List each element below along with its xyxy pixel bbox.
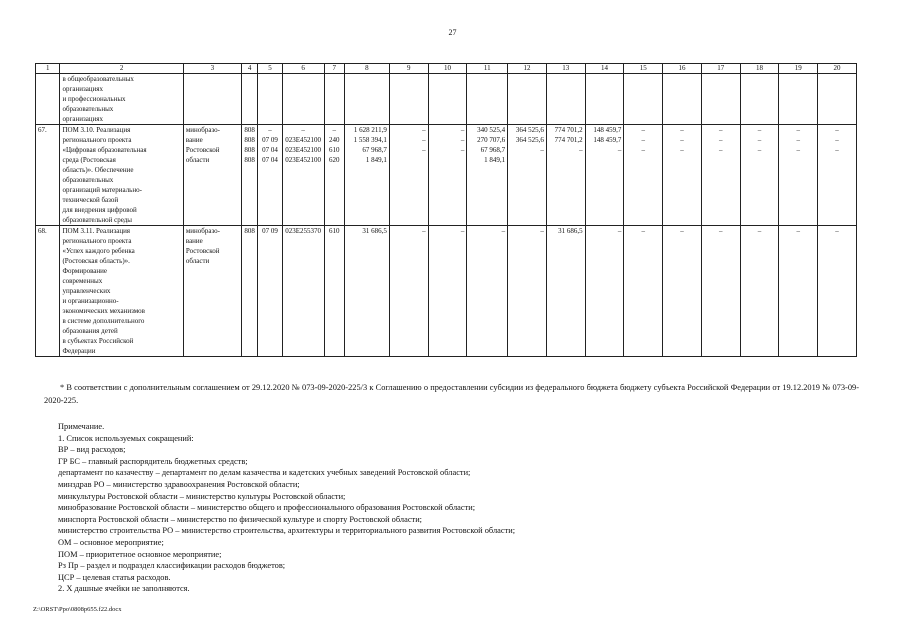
value-cell	[818, 74, 857, 125]
value-cell: –	[663, 226, 702, 357]
value-cell-line: 340 525,4	[477, 126, 506, 134]
description-cell-line: регионального проекта	[62, 136, 132, 144]
value-cell: 07 09	[258, 226, 282, 357]
table-header-row	[36, 64, 857, 74]
value-cell	[508, 74, 547, 125]
description-cell-line: для внедрения цифровой	[62, 206, 137, 214]
value-cell-line: 1 849,1	[365, 156, 387, 164]
table-row	[36, 125, 857, 226]
value-cell-line: 364 525,6	[515, 136, 544, 144]
value-cell	[344, 125, 389, 226]
note-line: ВР – вид расходов;	[58, 445, 126, 455]
header-cell: 7	[324, 64, 344, 74]
executor-cell-line: Ростовской	[185, 247, 220, 255]
value-cell-line: –	[796, 146, 800, 154]
value-cell: –	[624, 226, 663, 357]
row-number-cell	[36, 74, 60, 125]
executor-cell-line: области	[185, 257, 210, 265]
description-cell-line: организациях	[62, 115, 104, 123]
executor-cell-line: Ростовской	[185, 146, 220, 154]
value-cell	[428, 74, 467, 125]
value-cell: 808	[241, 226, 257, 357]
executor-cell-line: минобразо-	[185, 227, 221, 235]
value-cell-line	[588, 155, 622, 165]
value-cell-line: –	[422, 136, 426, 144]
value-cell: 610	[324, 226, 344, 357]
footnote: * В соответствии с дополнительным соглашением от 29.12.2020 № 073-09-2020-225/3 к Соглашению о предоставлении субсидии из федерального бюджета бюджету субъекта Российской Федерации от 19.12.2019 № 073-09-2020-225.	[44, 383, 859, 405]
header-cell: 18	[740, 64, 779, 74]
value-cell-line: 774 701,2	[554, 126, 583, 134]
value-cell-line: 023E452100	[285, 136, 322, 144]
row-number-cell: 67.	[36, 125, 60, 226]
value-cell	[740, 74, 779, 125]
value-cell-line: 620	[329, 156, 340, 164]
value-cell	[241, 125, 257, 226]
page-number: 27	[448, 28, 457, 37]
table-row	[36, 226, 857, 357]
table-row	[36, 74, 857, 125]
value-cell: –	[428, 226, 467, 357]
header-cell: 1	[36, 64, 60, 74]
value-cell	[241, 74, 257, 125]
value-cell-line: 1 628 211,9	[353, 126, 387, 134]
notes-block	[58, 421, 515, 595]
description-cell-line: образовательных	[62, 176, 114, 184]
budget-table	[35, 63, 857, 357]
value-cell-line: –	[268, 126, 272, 134]
header-cell: 16	[663, 64, 702, 74]
value-cell	[818, 125, 857, 226]
value-cell-line: 1 558 394,1	[353, 136, 387, 144]
value-cell: –	[467, 226, 508, 357]
value-cell-line: 148 459,7	[593, 126, 622, 134]
header-cell: 6	[282, 64, 324, 74]
note-line: ГР БС – главный распорядитель бюджетных средств;	[58, 456, 248, 466]
description-cell-line: (Ростовская область)».	[62, 257, 130, 265]
value-cell-line: 774 701,2	[554, 136, 583, 144]
value-cell-line: 364 525,6	[515, 126, 544, 134]
note-line: ЦСР – целевая статья расходов.	[58, 572, 171, 582]
value-cell-line: –	[835, 136, 839, 144]
description-cell	[60, 226, 183, 357]
executor-cell	[183, 226, 241, 357]
header-cell: 19	[779, 64, 818, 74]
description-cell-line: в общеобразовательных	[62, 75, 134, 83]
value-cell: 023E255370	[282, 226, 324, 357]
executor-cell-line: вание	[185, 237, 203, 245]
value-cell	[344, 74, 389, 125]
value-cell: –	[585, 226, 624, 357]
value-cell: –	[779, 226, 818, 357]
description-cell	[60, 125, 183, 226]
value-cell	[624, 74, 663, 125]
value-cell-line: –	[757, 136, 762, 144]
description-cell-line: организаций материально-	[62, 186, 142, 194]
description-cell-line: ПОМ 3.10. Реализация	[62, 126, 131, 134]
value-cell-line	[626, 155, 660, 165]
value-cell-line	[510, 155, 544, 165]
value-cell	[258, 125, 282, 226]
value-cell-line: –	[332, 126, 337, 134]
header-cell: 5	[258, 64, 282, 74]
value-cell-line: –	[460, 126, 465, 134]
note-line: 2. Х дашные ячейки не заполняются.	[58, 584, 190, 594]
value-cell-line: –	[718, 146, 723, 154]
value-cell-line: 240	[329, 136, 340, 144]
header-cell: 20	[818, 64, 857, 74]
value-cell	[701, 125, 740, 226]
description-cell-line: среда (Ростовская	[62, 156, 116, 164]
description-cell-line: Формирование	[62, 267, 107, 275]
header-cell: 8	[344, 64, 389, 74]
description-cell-line: экономических механизмов	[62, 307, 145, 315]
value-cell-line: 808	[244, 146, 255, 154]
note-line: минздрав РО – министерство здравоохранения Ростовской области;	[58, 479, 300, 489]
executor-cell-line: вание	[185, 136, 203, 144]
value-cell-line	[743, 155, 777, 165]
header-cell: 12	[508, 64, 547, 74]
description-cell-line: регионального проекта	[62, 237, 132, 245]
description-cell-line: организациях	[62, 85, 104, 93]
value-cell-line: 148 459,7	[593, 136, 622, 144]
value-cell-line	[781, 155, 815, 165]
description-cell-line: и организационно-	[62, 297, 119, 305]
value-cell-line: 67 968,7	[362, 146, 387, 154]
value-cell: –	[701, 226, 740, 357]
value-cell-line: –	[301, 126, 305, 134]
value-cell-line: 808	[244, 126, 255, 134]
value-cell	[324, 74, 344, 125]
value-cell: 31 686,5	[344, 226, 389, 357]
value-cell-line	[431, 155, 465, 165]
value-cell	[508, 125, 547, 226]
executor-cell	[183, 125, 241, 226]
value-cell	[282, 74, 324, 125]
value-cell	[389, 125, 428, 226]
header-cell: 3	[183, 64, 241, 74]
description-cell-line: «Цифровая образовательная	[62, 146, 147, 154]
value-cell	[546, 74, 585, 125]
value-cell	[701, 74, 740, 125]
description-cell-line: образовательной среды	[62, 216, 132, 224]
header-cell: 2	[60, 64, 183, 74]
value-cell-line: –	[422, 126, 426, 134]
value-cell-line: 67 968,7	[480, 146, 506, 154]
description-cell-line: область)». Обеспечение	[62, 166, 134, 174]
value-cell	[467, 125, 508, 226]
value-cell-line: 1 849,1	[484, 156, 506, 164]
note-line: департамент по казачеству – департамент по делам казачества и кадетских учебных заведений Ростовской области;	[58, 468, 471, 478]
value-cell-line	[392, 155, 426, 165]
value-cell	[546, 125, 585, 226]
value-cell	[183, 74, 241, 125]
description-cell-line: в субъектах Российской	[62, 337, 134, 345]
value-cell-line: –	[718, 136, 723, 144]
value-cell-line: –	[796, 136, 800, 144]
value-cell-line: –	[680, 126, 684, 134]
value-cell-line: –	[680, 146, 684, 154]
value-cell-line: –	[540, 146, 544, 154]
note-line: ПОМ – приоритетное основное мероприятие;	[58, 549, 222, 559]
description-cell-line: ПОМ 3.11. Реализация	[62, 227, 131, 235]
header-cell: 14	[585, 64, 624, 74]
description-cell-line: технической базой	[62, 196, 119, 204]
value-cell-line	[820, 155, 854, 165]
value-cell-line: –	[460, 136, 465, 144]
value-cell	[779, 74, 818, 125]
value-cell: –	[818, 226, 857, 357]
value-cell: –	[389, 226, 428, 357]
value-cell-line: 270 707,6	[477, 136, 506, 144]
note-line: минкультуры Ростовской области – министерство культуры Ростовской области;	[58, 491, 346, 501]
value-cell	[258, 74, 282, 125]
value-cell-line: –	[796, 126, 800, 134]
value-cell-line: 07 09	[262, 136, 278, 144]
value-cell: –	[740, 226, 779, 357]
note-line: Рз Пр – раздел и подраздел классификации расходов бюджетов;	[58, 561, 286, 571]
note-line: ОМ – основное мероприятие;	[58, 537, 164, 547]
value-cell-line: –	[757, 126, 762, 134]
value-cell-line	[549, 155, 583, 165]
value-cell	[779, 125, 818, 226]
description-cell-line: «Успех каждого ребенка	[62, 247, 135, 255]
description-cell-line: в системе дополнительного	[62, 317, 145, 325]
value-cell-line: –	[835, 126, 839, 134]
header-cell: 15	[624, 64, 663, 74]
value-cell-line: –	[680, 136, 684, 144]
value-cell	[740, 125, 779, 226]
value-cell	[585, 125, 624, 226]
header-cell: 9	[389, 64, 428, 74]
header-cell: 11	[467, 64, 508, 74]
value-cell-line: –	[641, 126, 645, 134]
value-cell-line: –	[641, 136, 645, 144]
header-cell: 10	[428, 64, 467, 74]
value-cell-line: 023E452100	[285, 146, 322, 154]
value-cell-line: –	[460, 146, 465, 154]
header-cell: 17	[701, 64, 740, 74]
value-cell	[624, 125, 663, 226]
value-cell-line: –	[617, 146, 622, 154]
value-cell-line	[665, 155, 699, 165]
description-cell-line: Федерации	[62, 347, 96, 355]
value-cell-line: 023E452100	[285, 156, 322, 164]
value-cell-line: 07 04	[262, 156, 278, 164]
value-cell-line: –	[757, 146, 762, 154]
note-line: минспорта Ростовской области – министерство по физической культуре и спорту Ростовской области;	[58, 514, 423, 524]
executor-cell-line: минобразо-	[185, 126, 221, 134]
executor-cell-line: области	[185, 156, 210, 164]
value-cell	[324, 125, 344, 226]
value-cell-line: –	[641, 146, 645, 154]
row-number-cell: 68.	[36, 226, 60, 357]
value-cell	[467, 74, 508, 125]
value-cell	[428, 125, 467, 226]
value-cell: 31 686,5	[546, 226, 585, 357]
value-cell: –	[508, 226, 547, 357]
value-cell-line: –	[422, 146, 426, 154]
note-line: 1. Список используемых сокращений:	[58, 433, 194, 443]
value-cell-line: 610	[329, 146, 340, 154]
note-line: минобразование Ростовской области – министерство общего и профессионального образования Ростовской области;	[58, 503, 476, 513]
value-cell-line	[704, 155, 738, 165]
header-cell: 4	[241, 64, 257, 74]
value-cell	[389, 74, 428, 125]
file-path: Z:\ORST\Ppo\0808p655.f22.docx	[33, 606, 122, 613]
header-cell: 13	[546, 64, 585, 74]
description-cell-line: образовательных	[62, 105, 114, 113]
value-cell	[663, 125, 702, 226]
value-cell-line: 07 04	[262, 146, 278, 154]
value-cell-line: –	[718, 126, 723, 134]
description-cell-line: и профессиональных	[62, 95, 126, 103]
value-cell-line: –	[579, 146, 583, 154]
value-cell	[585, 74, 624, 125]
description-cell	[60, 74, 183, 125]
value-cell-line: 808	[244, 156, 255, 164]
note-line: Примечание.	[58, 422, 105, 431]
value-cell-line: 808	[244, 136, 255, 144]
description-cell-line: образования детей	[62, 327, 118, 335]
value-cell	[282, 125, 324, 226]
note-line: министерство строительства РО – министерство строительства, архитектуры и территориального развития Ростовской области;	[58, 526, 516, 536]
description-cell-line: управленческих	[62, 287, 111, 295]
value-cell	[663, 74, 702, 125]
description-cell-line: современных	[62, 277, 103, 285]
value-cell-line: –	[835, 146, 839, 154]
